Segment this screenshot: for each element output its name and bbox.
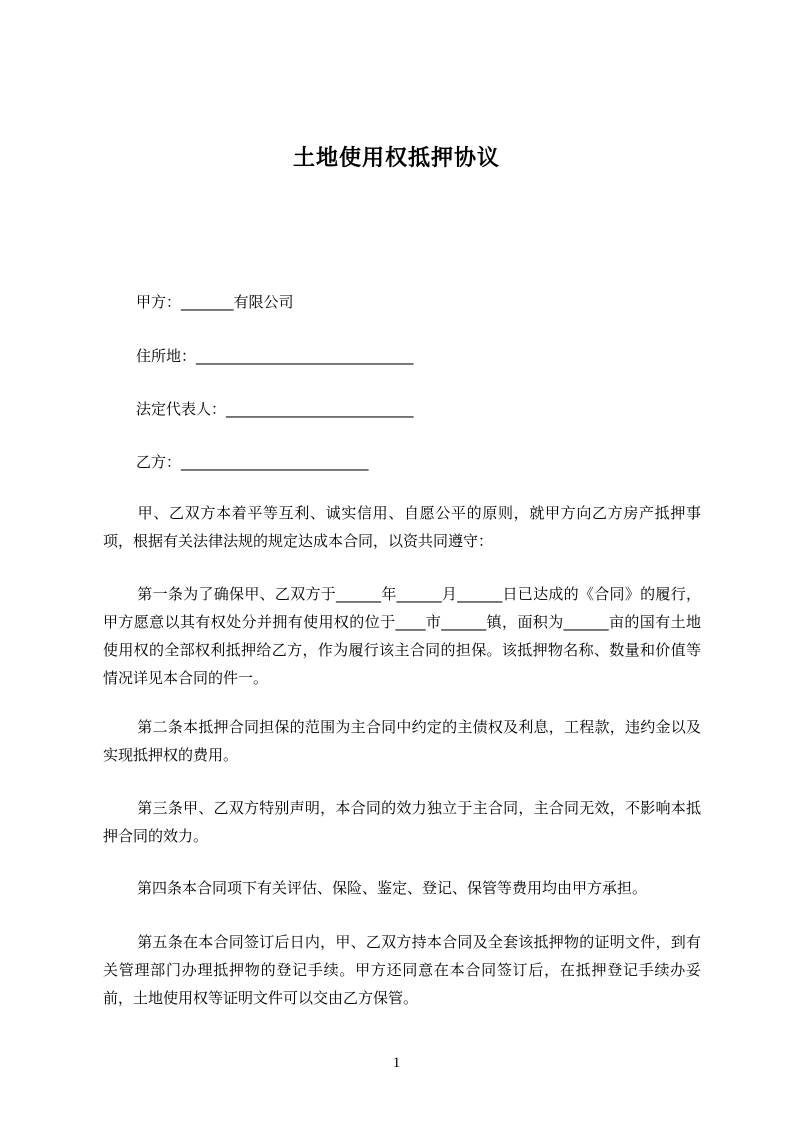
party-a-label: 甲方： (136, 293, 182, 311)
article-5-text: 第五条在本合同签订后日内，甲、乙双方持本合同及全套该抵押物的证明文件，到有关管理部门办理抵押物的登记手续。甲方还同意在本合同签订后，在抵押登记手续办妥前，土地使用权等证明文件可以交由乙方保管。 (103, 933, 701, 1007)
article-5 (103, 928, 701, 1012)
article-2 (103, 713, 701, 769)
article-4 (103, 874, 701, 902)
representative-label: 法定代表人： (136, 400, 227, 418)
article-1 (103, 580, 701, 692)
address-blank: _____________________________ (196, 347, 414, 365)
article-2-text: 第二条本抵押合同担保的范围为主合同中约定的主债权及利息，工程款，违约金以及实现抵押权的费用。 (103, 718, 701, 764)
page-number: 1 (392, 1055, 401, 1071)
article-3-text: 第三条甲、乙双方特别声明，本合同的效力独立于主合同，主合同无效，不影响本抵押合同的效力。 (103, 799, 701, 845)
preamble-paragraph (103, 499, 701, 555)
document-title: 土地使用权抵押协议 (292, 146, 500, 171)
party-a-line (136, 292, 294, 312)
party-a-suffix: 有限公司 (233, 293, 294, 311)
representative-blank: _________________________ (226, 400, 414, 418)
article-4-text: 第四条本合同项下有关评估、保险、鉴定、登记、保管等费用均由甲方承担。 (137, 879, 648, 897)
party-b-label: 乙方： (136, 453, 182, 471)
party-a-blank: _______ (181, 293, 234, 311)
address-line (136, 346, 414, 366)
party-b-line (136, 452, 369, 472)
preamble-text: 甲、乙双方本着平等互利、诚实信用、自愿公平的原则，就甲方向乙方房产抵押事项，根据有关法律法规的规定达成本合同，以资共同遵守： (103, 504, 701, 550)
representative-line (136, 399, 414, 419)
article-3 (103, 794, 701, 850)
article-1-text: 第一条为了确保甲、乙双方于______年______月______日已达成的《合同》的履行，甲方愿意以其有权处分并拥有使用权的位于____市______镇，面积为______亩的国有土地使用权的全部权利抵押给乙方，作为履行该主合同的担保。该抵押物名称、数量和价值等情况详见本合同的件一。 (103, 585, 701, 687)
address-label: 住所地： (136, 347, 197, 365)
party-b-blank: _________________________ (181, 453, 369, 471)
